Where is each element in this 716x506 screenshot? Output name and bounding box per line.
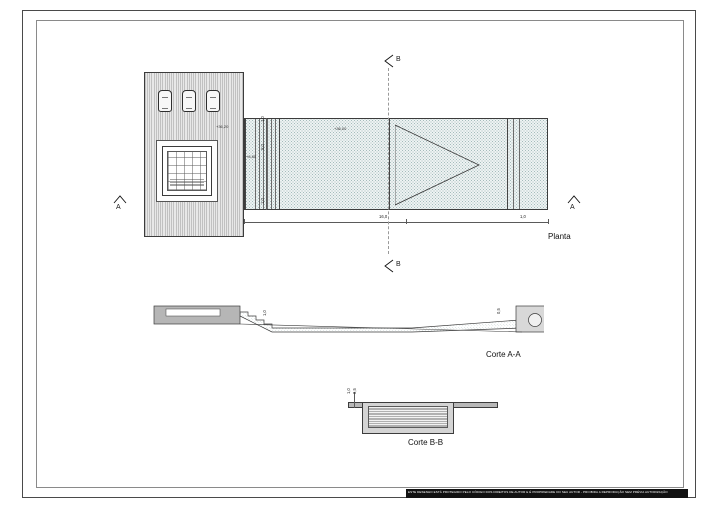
section-bb-right-slab	[450, 402, 498, 408]
plan-dim-tick-left	[244, 219, 245, 224]
plan-view	[144, 72, 571, 241]
basin-line-4	[267, 119, 268, 209]
section-bb-water-hatch	[368, 406, 448, 428]
plan-vessel-1	[158, 90, 172, 112]
plan-window-grid	[167, 151, 207, 191]
section-mark-a-left-icon	[112, 194, 128, 204]
plan-dim-v2: 5,0	[260, 144, 265, 150]
plan-elevation-inner-label: +6,80	[246, 154, 257, 159]
section-mark-a-right-icon	[566, 194, 582, 204]
basin-edge-line-left	[245, 119, 246, 209]
section-bb-dim-2: 0,5	[352, 388, 357, 394]
plan-elevation-main-label: +36,00	[334, 126, 347, 131]
basin-line-6	[275, 119, 276, 209]
plan-dim-v1: 1,0	[260, 116, 265, 122]
plan-main-basin	[244, 118, 548, 210]
section-aa-dim-2: 0,5	[496, 308, 501, 314]
basin-line-1	[255, 119, 256, 209]
plan-dim-tick-right	[548, 219, 549, 224]
section-aa-profile	[144, 298, 544, 358]
plan-dim-v3: 1,0	[260, 198, 265, 204]
plan-dim-bottom-line	[244, 222, 548, 223]
copyright-notice: ESTE DESENHO ESTÁ PROTEGIDO PELO CÓDIGO DOS DIREITOS DE AUTOR E É PROPRIEDADE DO SEU AUTOR - PROIBIDA A REPRODUÇÃO SEM PRÉVIA AUTORIZAÇÃO	[408, 490, 668, 494]
section-aa-caption: Corte A-A	[486, 350, 521, 359]
section-aa-view	[144, 298, 544, 359]
section-mark-a-left-label: A	[116, 204, 121, 211]
basin-line-2	[259, 119, 260, 209]
section-bb-dim-1: 1,0	[346, 388, 351, 394]
plan-vessel-2	[182, 90, 196, 112]
basin-line-5	[271, 119, 272, 209]
plan-vessel-3	[206, 90, 220, 112]
section-bb-caption: Corte B-B	[408, 438, 444, 447]
section-mark-b-top-label: B	[396, 56, 401, 63]
basin-line-7	[279, 119, 280, 209]
basin-center-line	[389, 119, 390, 209]
section-mark-b-bottom-icon	[382, 259, 394, 273]
plan-caption: Planta	[548, 232, 571, 241]
section-bb-view	[334, 388, 504, 447]
section-aa-dim-1: 1,0	[262, 310, 267, 316]
basin-line-3	[263, 119, 264, 209]
plan-center-axis	[388, 68, 389, 254]
section-mark-b-bottom-label: B	[396, 261, 401, 268]
plan-dim-tick-mid	[406, 219, 407, 224]
basin-triangle-feature	[395, 123, 495, 207]
section-bb-dim-line	[354, 392, 355, 408]
section-mark-a-right-label: A	[570, 204, 575, 211]
basin-line-right-1	[507, 119, 508, 209]
plan-dim-h1: 16,0	[379, 214, 388, 219]
section-mark-b-top-icon	[382, 54, 394, 68]
plan-elevation-left-label: +36,20	[216, 124, 229, 129]
basin-line-right-2	[513, 119, 514, 209]
plan-window-frame	[156, 140, 218, 202]
plan-dim-h2: 1,0	[520, 214, 526, 219]
plan-dim-vertical-line	[266, 118, 267, 210]
basin-line-right-3	[519, 119, 520, 209]
plan-window-inner-frame	[162, 146, 212, 196]
